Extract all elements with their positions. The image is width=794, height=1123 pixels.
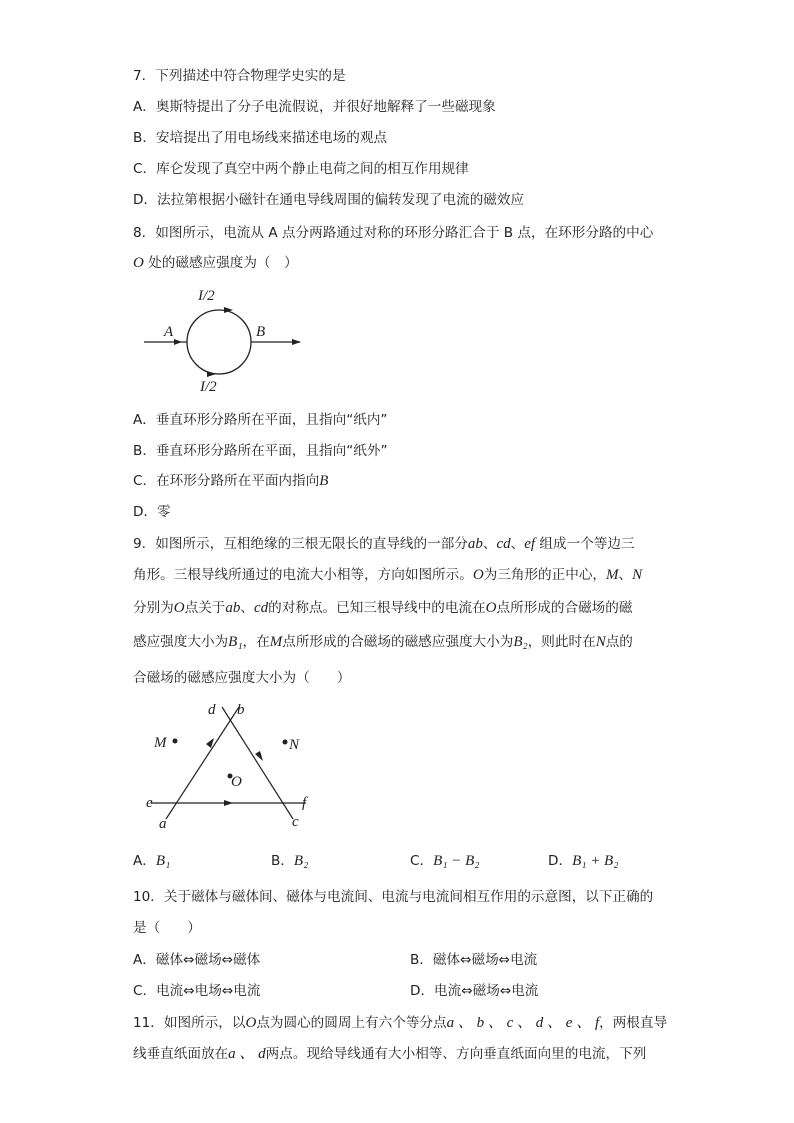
q9-wire-cd	[222, 707, 293, 819]
q9-stem-line5: 合磁场的磁感应强度大小为（ ）	[133, 670, 351, 686]
q9-option-a-expr: B₁	[155, 853, 171, 869]
q8-point-o: O	[133, 255, 144, 271]
q9-l2-text-a: 角形。三根导线所通过的电流大小相等，方向如图所示。	[133, 567, 473, 583]
q8-stem-line2	[133, 253, 298, 273]
q9-l4-text-d: ，则此时在	[527, 634, 596, 650]
q9-l3-text-d: 点所形成的合磁场的磁	[496, 600, 633, 616]
q9-l3-text-a: 分别为	[133, 600, 174, 616]
q9-label-a: a	[159, 816, 167, 832]
q10-option-d: D．电流⇔磁场⇔电流	[410, 983, 539, 999]
q9-l3-cd: cd	[254, 600, 269, 616]
q9-arrow-ef-icon	[224, 800, 233, 806]
q7-option-d: D．法拉第根据小磁针在通电导线周围的偏转发现了电流的磁效应	[133, 192, 525, 208]
q9-triangle-figure	[140, 698, 330, 833]
q9-l4-text-e: 点的	[605, 634, 633, 650]
q9-stem-line4	[133, 632, 633, 652]
q9-l1-sep1: 、	[482, 536, 497, 552]
q9-l2-o: O	[472, 567, 484, 583]
q9-l1-ef: ef	[524, 536, 536, 552]
q9-label-o: O	[231, 774, 242, 790]
q11-l2-points: a 、 d	[228, 1046, 266, 1062]
q9-l1-ab: ab	[467, 536, 483, 552]
q9-label-e: e	[146, 795, 153, 811]
q8-label-b: B	[256, 324, 266, 340]
q9-l1-text-a: 9．如图所示，互相绝缘的三根无限长的直导线的一部分	[133, 536, 468, 552]
q9-option-a-letter: A．	[133, 853, 156, 869]
q9-l4-text-b: ，在	[242, 634, 270, 650]
q11-stem-line1	[133, 1013, 667, 1033]
q9-l2-m: M	[606, 567, 619, 583]
q9-option-c-expr: B₁ − B₂	[433, 853, 480, 869]
q10-option-c: C．电流⇔电场⇔电流	[133, 983, 261, 999]
q8-option-a: A．垂直环形分路所在平面，且指向“纸内”	[133, 412, 388, 428]
q8-output-arrow-icon	[292, 339, 301, 345]
q8-stem-line2-text: 处的磁感应强度为（ ）	[143, 255, 298, 271]
q8-option-c-text: C．在环形分路所在平面内指向	[133, 473, 320, 489]
q8-option-b: B．垂直环形分路所在平面，且指向“纸外”	[133, 443, 388, 459]
q8-option-c-point: B	[319, 473, 329, 489]
q9-stem-line2	[133, 565, 642, 585]
q9-l4-text-c: 点所形成的合磁场的磁感应强度大小为	[282, 634, 514, 650]
q9-label-n: N	[289, 737, 300, 753]
q9-stem-line1	[133, 534, 635, 554]
q9-option-d-letter: D．	[548, 853, 573, 869]
q9-label-c: c	[292, 814, 299, 830]
q9-option-b-letter: B．	[271, 853, 294, 869]
q9-point-n	[283, 740, 288, 745]
q9-label-d: d	[208, 702, 216, 718]
q11-stem-line2	[133, 1044, 646, 1064]
q9-l1-cd: cd	[496, 536, 511, 552]
q9-option-a	[133, 851, 170, 871]
q9-option-b	[271, 851, 308, 871]
q9-l4-b2: B₂	[513, 634, 528, 650]
q9-label-f: f	[302, 795, 307, 811]
q7-option-a: A．奥斯特提出了分子电流假说，并很好地解释了一些磁现象	[133, 99, 496, 115]
q9-l4-b1: B₁	[228, 634, 243, 650]
q9-option-c-letter: C．	[410, 853, 434, 869]
q11-l2-text-a: 线垂直纸面放在	[133, 1046, 229, 1062]
q9-l3-o2: O	[485, 600, 497, 616]
q8-ring	[187, 310, 251, 374]
q9-point-m	[173, 739, 178, 744]
q9-l4-text-a: 感应强度大小为	[133, 634, 229, 650]
q9-l2-n: N	[632, 567, 643, 583]
q9-option-d	[548, 851, 618, 871]
q10-stem-line1: 10．关于磁体与磁体间、磁体与电流间、电流与电流间相互作用的示意图，以下正确的	[133, 889, 654, 905]
q8-bottom-arrow-icon	[207, 371, 216, 377]
q8-label-a: A	[164, 324, 174, 340]
q9-l3-ab: ab	[225, 600, 241, 616]
q9-option-d-expr: B₁ + B₂	[572, 853, 619, 869]
q11-l1-text-a: 11．如图所示，以	[133, 1015, 246, 1031]
q9-stem-line3	[133, 598, 632, 618]
q8-ring-circuit-figure	[140, 280, 310, 395]
q8-input-arrow-icon	[174, 339, 182, 345]
q9-option-b-expr: B₂	[293, 853, 309, 869]
q8-option-c	[133, 471, 328, 491]
q7-stem: 7．下列描述中符合物理学史实的是	[133, 68, 346, 84]
q10-stem-line2: 是（ ）	[133, 920, 201, 936]
q11-l2-text-b: 两点。现给导线通有大小相等、方向垂直纸面向里的电流，下列	[265, 1046, 647, 1062]
q11-l1-o: O	[245, 1015, 257, 1031]
q10-option-a: A．磁体⇔磁场⇔磁体	[133, 952, 261, 968]
q8-stem-line1: 8．如图所示，电流从 A 点分两路通过对称的环形分路汇合于 B 点，在环形分路的中心	[133, 225, 654, 241]
q8-bottom-current-label: I/2	[200, 379, 217, 395]
q10-option-b: B．磁体⇔磁场⇔电流	[410, 952, 538, 968]
q9-l2-sep: 、	[618, 567, 633, 583]
q9-l3-text-c: 的对称点。已知三根导线中的电流在	[268, 600, 486, 616]
q11-l1-text-b: 点为圆心的圆周上有六个等分点	[256, 1015, 447, 1031]
q11-l1-text-c: ，两根直导	[599, 1015, 668, 1031]
q8-top-current-label: I/2	[198, 288, 215, 304]
q9-l3-sep: 、	[240, 600, 254, 616]
q7-option-b: B．安培提出了用电场线来描述电场的观点	[133, 130, 388, 146]
q8-option-d: D．零	[133, 504, 171, 520]
q11-l1-points: a 、 b 、 c 、 d 、 e 、 f	[446, 1015, 600, 1031]
q9-option-c	[410, 851, 479, 871]
q7-option-c: C．库仑发现了真空中两个静止电荷之间的相互作用规律	[133, 161, 469, 177]
q9-label-b: b	[237, 702, 245, 718]
q9-label-m: M	[154, 735, 167, 751]
q9-l4-n: N	[595, 634, 606, 650]
q9-l1-text-b: 组成一个等边三	[535, 536, 635, 552]
q9-l1-sep2: 、	[510, 536, 525, 552]
q9-l3-text-b: 点关于	[184, 600, 226, 616]
q9-arrow-cd-icon	[255, 751, 263, 761]
q9-l2-text-b: 为三角形的正中心，	[483, 567, 607, 583]
q9-l4-m: M	[269, 634, 283, 650]
q9-l3-o: O	[173, 600, 185, 616]
